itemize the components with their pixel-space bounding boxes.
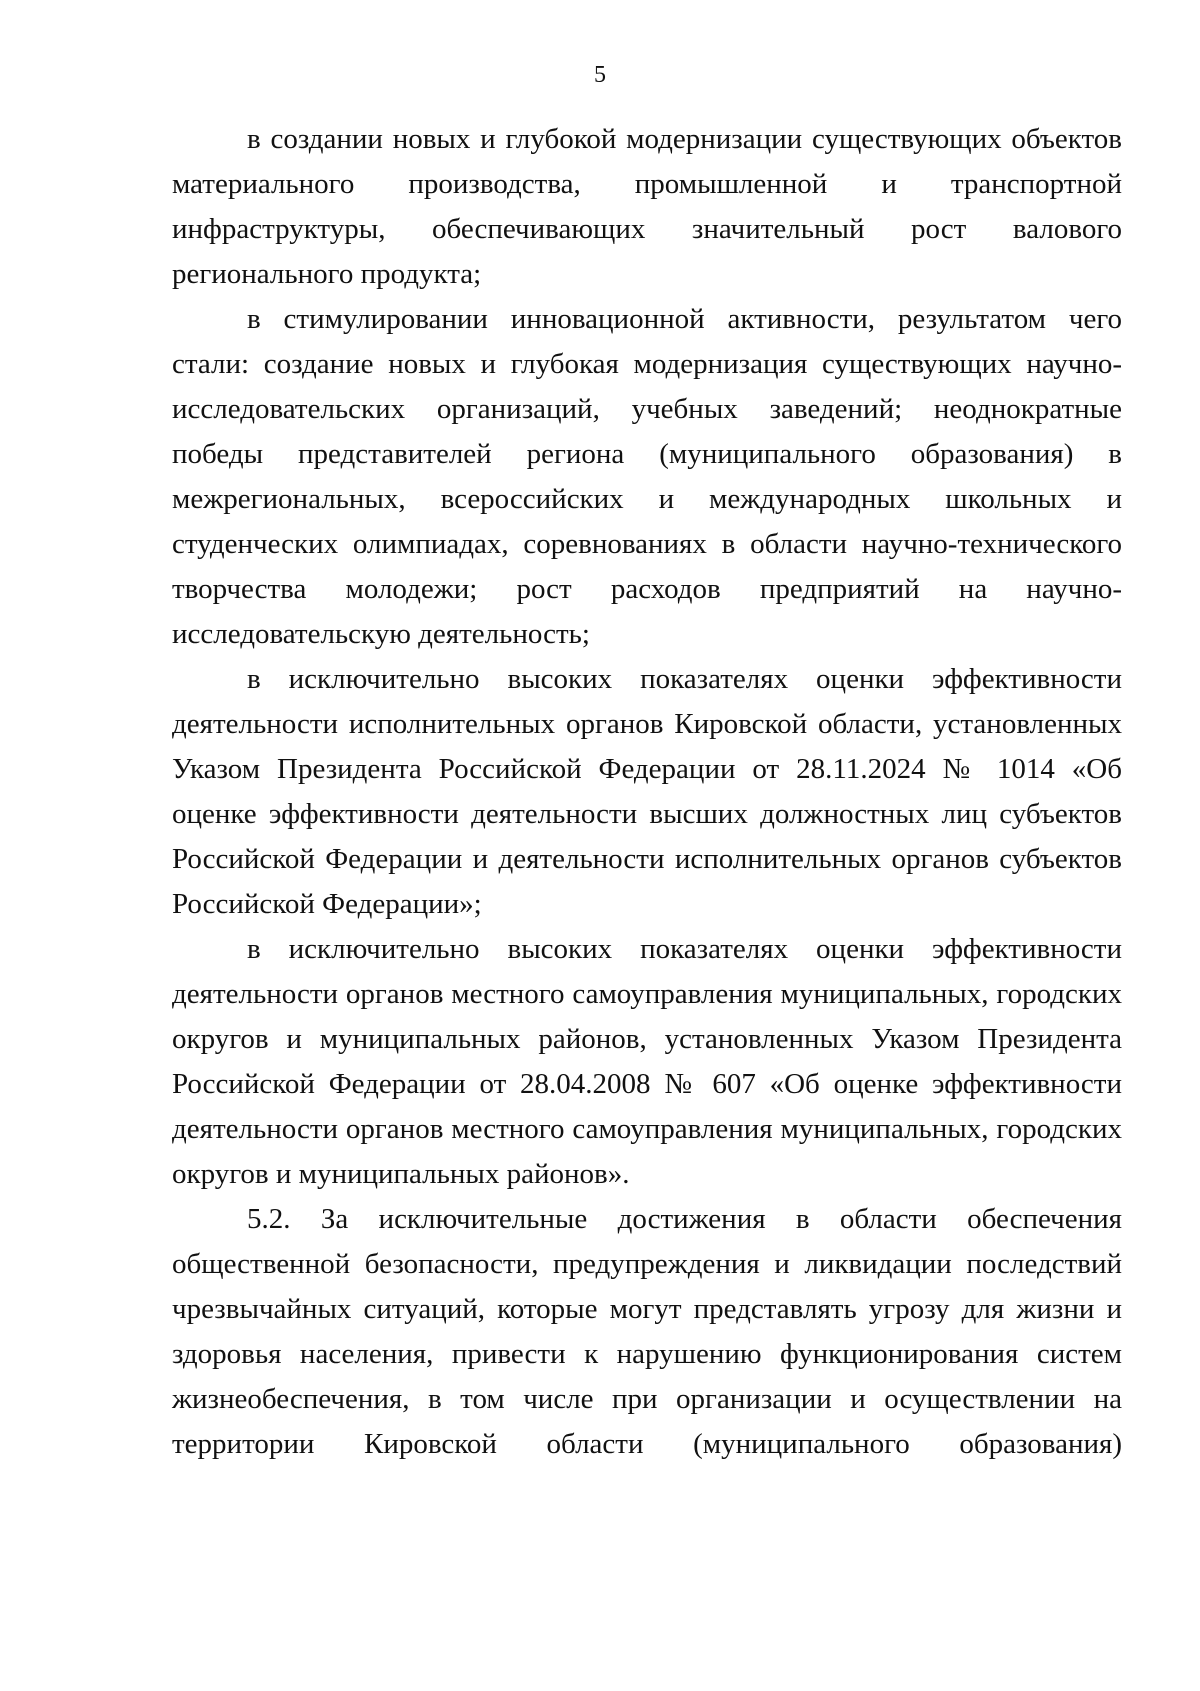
page-number: 5 <box>594 62 606 88</box>
paragraph-innovation-activity: в стимулировании инновационной активности, результатом чего стали: создание новых и глубокая модернизация существующих научно-исследовательских организаций, учебных заведений; неоднократные победы представителей региона (муниципального образования) в межрегиональных, всероссийских и международных школьных и студенческих олимпиадах, соревнованиях в области научно-технического творчества молодежи; рост расходов предприятий на научно-исследовательскую деятельность; <box>172 303 1122 650</box>
paragraph-municipal-evaluation: в исключительно высоких показателях оценки эффективности деятельности органов местного самоуправления муниципальных, городских округов и муниципальных районов, установленных Указом Президента Российской Федерации от 28.04.2008 № 607 «Об оценке эффективности деятельности органов местного самоуправления муниципальных, городских округов и муниципальных районов». <box>172 933 1122 1190</box>
document-body <box>172 117 1122 1467</box>
paragraph-clause-5-2: 5.2. За исключительные достижения в области обеспечения общественной безопасности, предупреждения и ликвидации последствий чрезвычайных ситуаций, которые могут представлять угрозу для жизни и здоровья населения, привести к нарушению функционирования систем жизнеобеспечения, в том числе при организации и осуществлении на территории Кировской области (муниципального образования) <box>172 1203 1122 1460</box>
paragraph-regional-executive-evaluation: в исключительно высоких показателях оценки эффективности деятельности исполнительных органов Кировской области, установленных Указом Президента Российской Федерации от 28.11.2024 № 1014 «Об оценке эффективности деятельности высших должностных лиц субъектов Российской Федерации и деятельности исполнительных органов субъектов Российской Федерации»; <box>172 663 1122 920</box>
paragraph-industrial-modernization: в создании новых и глубокой модернизации существующих объектов материального производства, промышленной и транспортной инфраструктуры, обеспечивающих значительный рост валового регионального продукта; <box>172 123 1122 290</box>
